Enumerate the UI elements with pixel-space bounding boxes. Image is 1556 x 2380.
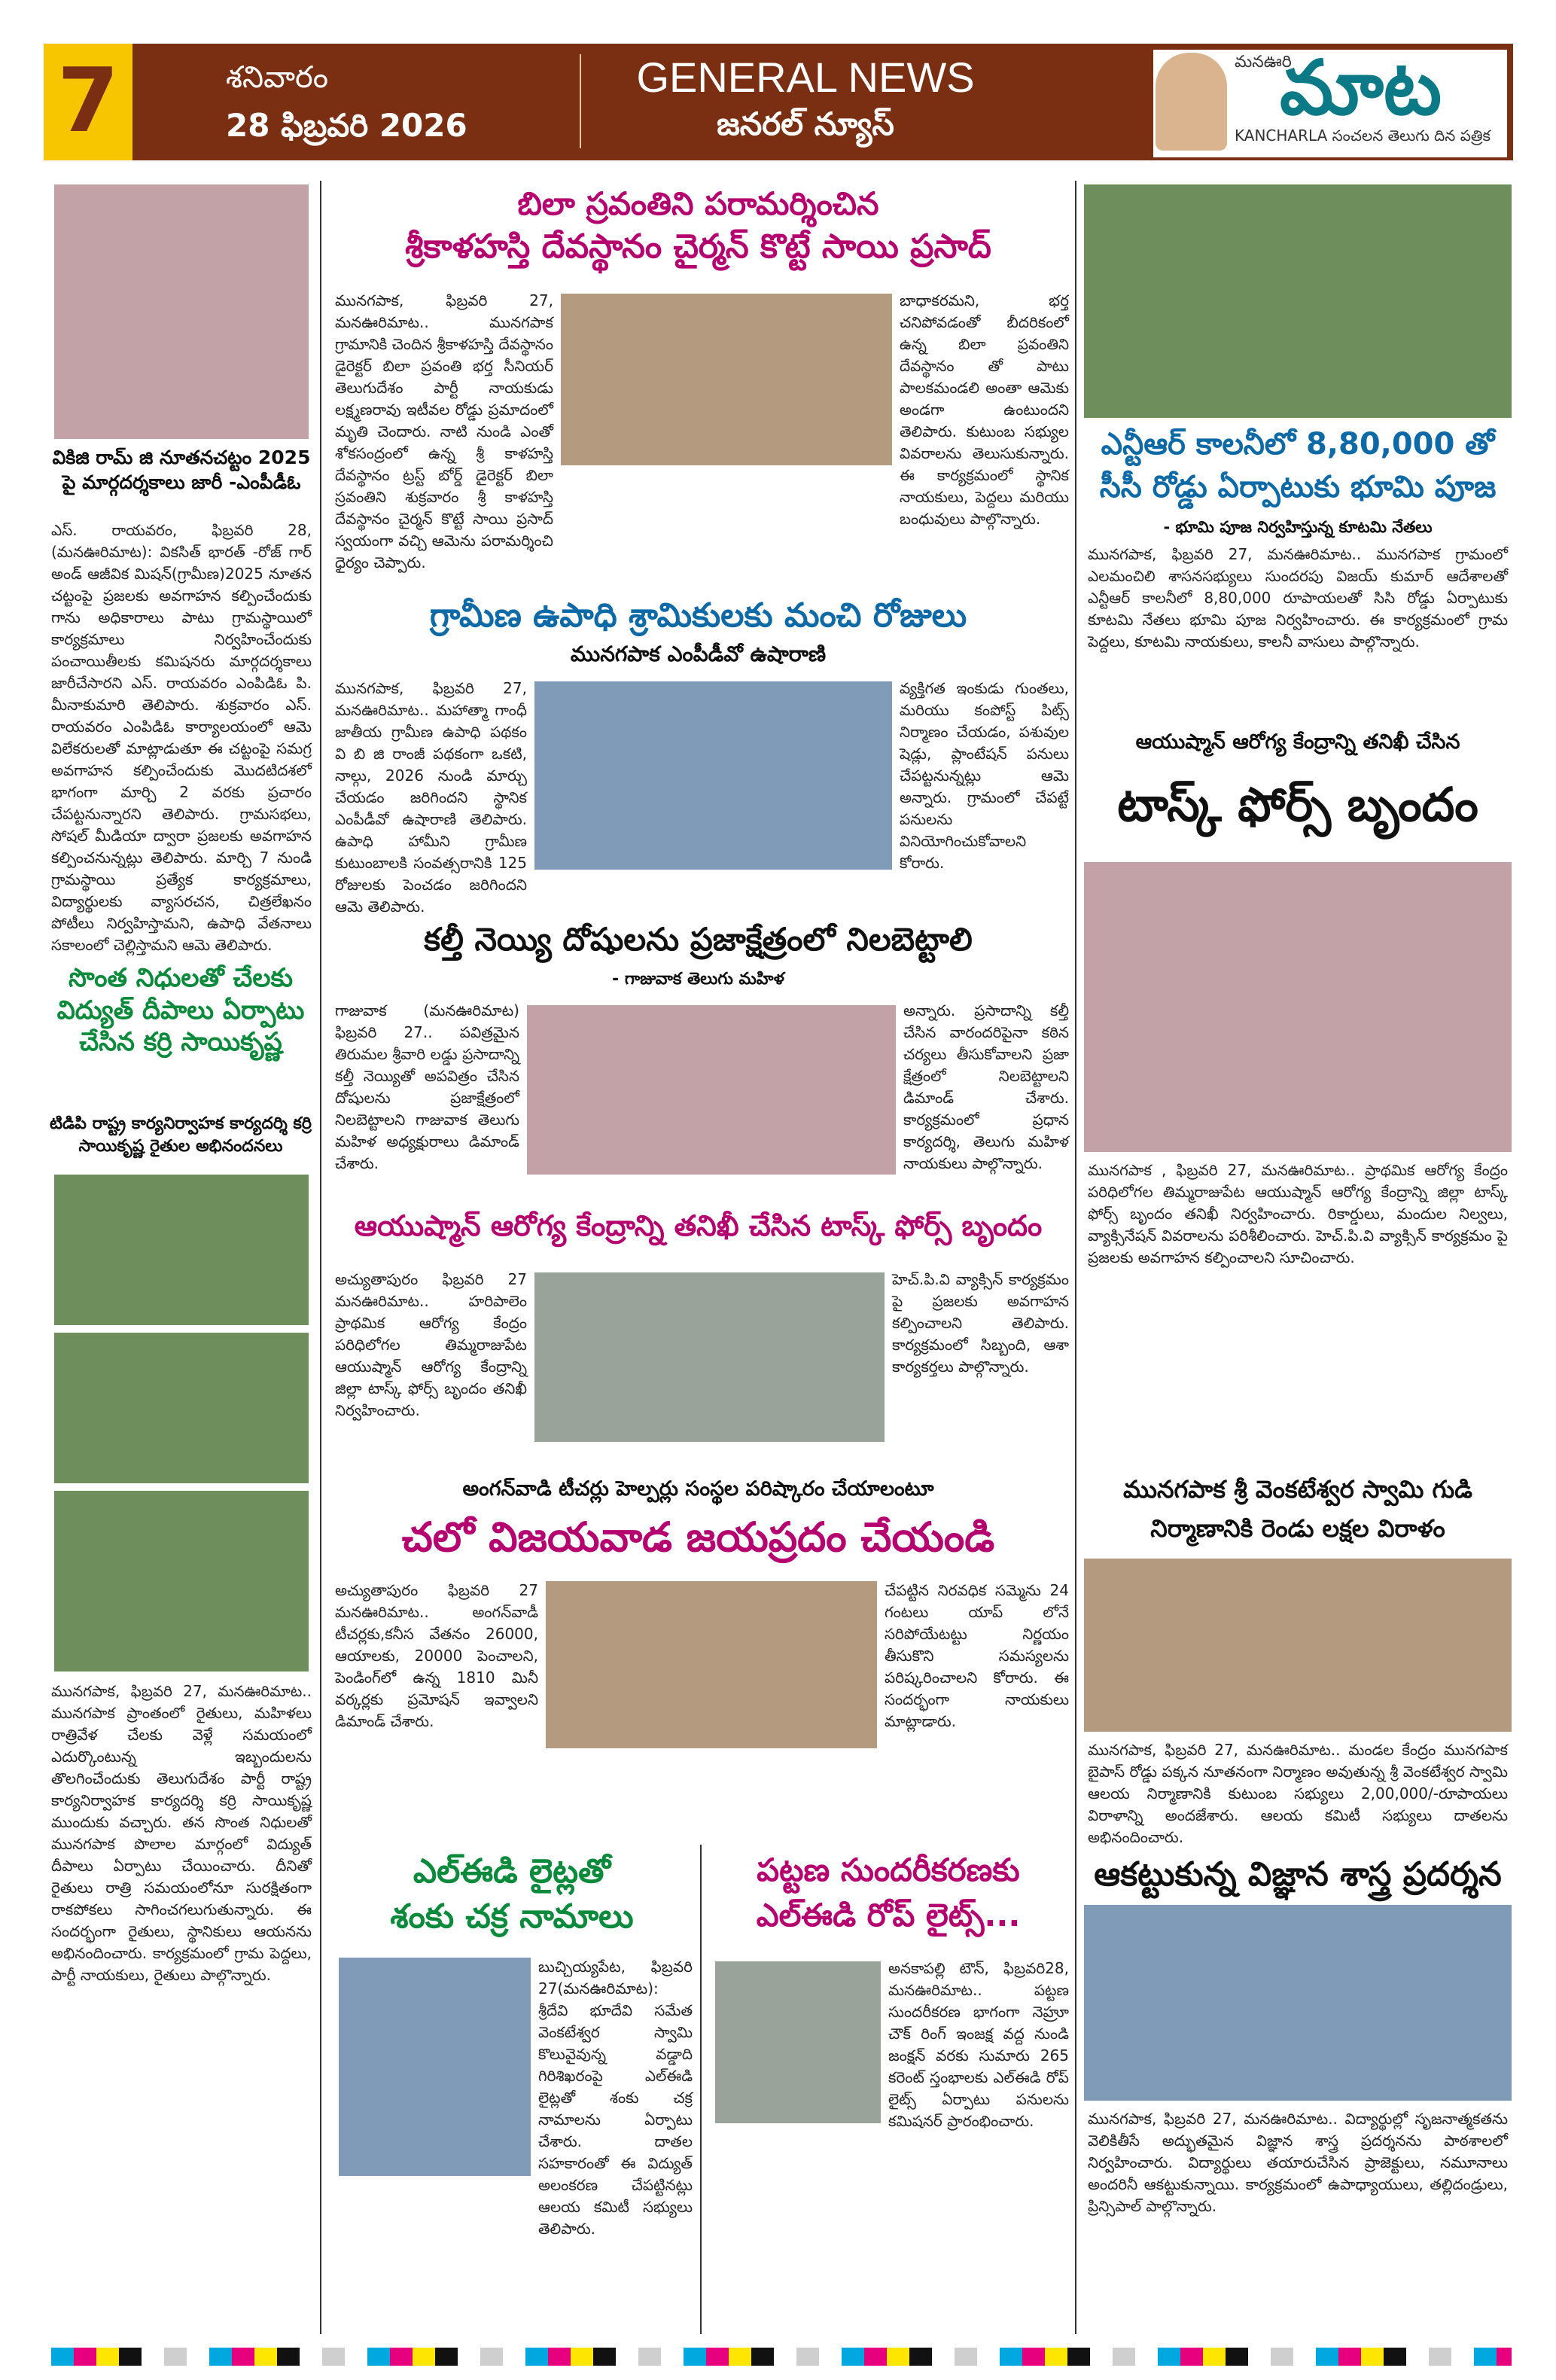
right-story2-body: మునగపాక , ఫిబ్రవరి 27, మనఊరిమాట.. ప్రాథమిక ఆరోగ్య కేంద్రం పరిధిలోగల తిమ్మరాజుపేట ఆయుష్మాన్ ఆరోగ్య కేంద్రాన్ని జిల్లా టాస్క్ ఫోర్స్ బృందం తనిఖీ నిర్వహించారు. రికార్డులు, మందుల నిల్వలు, వ్యాక్సినేషన్ వివరాలను పరిశీలించారు. హెచ్.పి.వి వ్యాక్సిన్ కార్యక్రమం పై ప్రజలకు అవగాహన కల్పించాలని సూచించారు. xyxy=(1088,1161,1508,1266)
right-story3-headline-1: మునగపాక శ్రీ వెంకటేశ్వర స్వామి గుడి xyxy=(1123,1475,1472,1504)
photo-street-lights-1 xyxy=(54,1175,309,1325)
right-story4-body: మునగపాక, ఫిబ్రవరి 27, మనఊరిమాట.. విద్యార్థుల్లో సృజనాత్మకతను వెలికితీసే అద్భుతమైన విజ్ఞాన శాస్త్ర ప్రదర్శనను పాఠశాలలో నిర్వహించారు. విద్యార్థులు తయారుచేసిన ప్రాజెక్టులు, నమూనాలు అందరినీ ఆకట్టుకున్నాయి. కార్యక్రమంలో ఉపాధ్యాయులు, తల్లిదండ్రులు, ప్రిన్సిపాల్ పాల్గొన్నారు. xyxy=(1088,2110,1508,2215)
center-story5-kicker: అంగన్‌వాడి టీచర్లు హెల్పర్లు సంస్థల పరిష్కారం చేయాలంటూ xyxy=(462,1477,934,1501)
center-story7-headline-2: ఎల్ఈడి రోప్ లైట్స్... xyxy=(756,1897,1021,1934)
right-story1-headline-1: ఎన్టీఆర్ కాలనీలో 8,80,000 తో xyxy=(1101,427,1495,462)
center-story3-subhead: - గాజువాక తెలుగు మహిళ xyxy=(612,970,784,989)
photo-rope-lights xyxy=(715,1961,881,2123)
photo-task-force-team xyxy=(534,1272,885,1442)
column-divider-left xyxy=(320,181,321,2334)
logo-tagline: KANCHARLA సంచలన తెలుగు దిన పత్రిక xyxy=(1235,126,1491,145)
masthead-divider xyxy=(580,54,581,148)
center-story4-body-left: అచ్యుతాపురం ఫిబ్రవరి 27 మనఊరిమాట.. హరిపాలెం ప్రాథమిక ఆరోగ్య కేంద్రం పరిధిలోగల తిమ్మరాజుపేట ఆయుష్మాన్ ఆరోగ్య కేంద్రాన్ని జిల్లా టాస్క్ ఫోర్స్ బృందం తనిఖీ నిర్వహించారు. xyxy=(335,1270,527,1419)
photo-street-lights-3 xyxy=(54,1491,309,1671)
center-story5-body-right: చేపట్టిన నిరవధిక సమ్మెను 24 గంటలు యాప్ లోనే సరిపోయేటట్టు నిర్ణయం తీసుకొని సమస్యలను పరిష్కరించాలని కోరారు. ఈ సందర్భంగా నాయకులు మాట్లాడారు. xyxy=(885,1581,1069,1730)
right-story1-body: మునగపాక, ఫిబ్రవరి 27, మనఊరిమాట.. మునగపాక గ్రామంలో ఎలమంచిలి శాసనసభ్యులు సుందరపు విజయ్ కుమార్ ఆదేశాలతో ఎన్టీఆర్ కాలనీలో 8,80,000 రూపాయలతో సిసి రోడ్డు ఏర్పాటుకు కూటమి నేతలు భూమి పూజ నిర్వహించారు. ఈ కార్యక్రమంలో గ్రామ పెద్దలు, కూటమి నాయకులు, కాలనీ వాసులు పాల్గొన్నారు. xyxy=(1088,545,1508,651)
center-bottom-divider xyxy=(700,1845,702,2334)
center-story3-body-left: గాజువాక (మనఊరిమాట) ఫిబ్రవరి 27.. పవిత్రమైన తిరుమల శ్రీవారి లడ్డు ప్రసాదాన్ని కల్తీ నెయ్యితో అపవిత్రం చేసిన దోషులను ప్రజాక్షేత్రంలో నిలబెట్టాలని గాజువాక తెలుగు మహిళ అధ్యక్షురాలు డిమాండ్ చేశారు. xyxy=(335,1001,519,1172)
photo-mpdo-release xyxy=(54,184,309,439)
left-story2-subhead: టిడిపి రాష్ట్ర కార్యనిర్వాహక కార్యదర్శి కర్రి సాయికృష్ణ రైతుల అభినందనలు xyxy=(50,1114,312,1156)
center-story3-headline: కల్తీ నెయ్యి దోషులను ప్రజాక్షేత్రంలో నిలబెట్టాలి xyxy=(424,921,973,958)
photo-telugu-mahila xyxy=(527,1005,896,1175)
center-story1-headline-2: శ్రీకాళహస్తి దేవస్థానం చైర్మన్ కొట్టే సాయి ప్రసాద్ xyxy=(405,227,991,266)
section-title-english: GENERAL NEWS xyxy=(636,53,975,101)
right-story3-headline-2: నిర్మాణానికి రెండు లక్షల విరాళం xyxy=(1150,1514,1445,1543)
center-story1-body-right: బాధాకరమని, భర్త చనిపోవడంతో బీదరికంలో ఉన్న బిలా ప్రవంతిని దేవస్థానం తో పాటు పాలకమండలి అంతా ఆమెకు అండగా ఉంటుందని తెలిపారు. కుటుంబ సభ్యుల వివరాలను తెలుసుకున్నారు. ఈ కార్యక్రమంలో స్థానిక నాయకులు, పెద్దలు మరియు బంధువులు పాల్గొన్నారు. xyxy=(900,291,1069,528)
center-story2-body-right: వ్యక్తిగత ఇంకుడు గుంతలు, మరియు కంపోస్ట్ పిట్స్ నిర్మాణం చేయడం, పశువుల షెడ్లు, ప్లాంటేషన్ పనులు చేపట్టనున్నట్లు ఆమె అన్నారు. గ్రామంలో చేపట్టే పనులను వినియోగించుకోవాలని కోరారు. xyxy=(900,679,1069,872)
photo-science-fair xyxy=(1084,1905,1512,2101)
print-registration-bar xyxy=(51,2348,1512,2366)
left-story2-body: మునగపాక, ఫిబ్రవరి 27, మనఊరిమాట.. మునగపాక ప్రాంతంలో రైతులు, మహిళలు రాత్రివేళ చేలకు వెళ్లే సమయంలో ఎదుర్కొంటున్న ఇబ్బందులను తొలగించేందుకు తెలుగుదేశం పార్టీ రాష్ట్ర కార్యనిర్వాహక కార్యదర్శి కర్రి సాయికృష్ణ ముందుకు వచ్చారు. తన సొంత నిధులతో మునగపాక పొలాల మార్గంలో విద్యుత్ దీపాలు ఏర్పాటు చేయించారు. దీనితో రైతులు రాత్రి సమయంలోనూ సురక్షితంగా రాకపోకలు సాగించగలుగుతున్నారు. ఈ సందర్భంగా రైతులు, స్థానికులు ఆయనను అభినందించారు. కార్యక్రమంలో గ్రామ పెద్దలు, పార్టీ నాయకులు, రైతులు పాల్గొన్నారు. xyxy=(51,1682,312,1984)
logo-small-text: మనఊరి xyxy=(1235,53,1292,72)
right-story3-body: మునగపాక, ఫిబ్రవరి 27, మనఊరిమాట.. మండల కేంద్రం మునగపాక బైపాస్ రోడ్డు పక్కన నూతనంగా నిర్మాణం అవుతున్న శ్రీ వెంకటేశ్వర స్వామి ఆలయ నిర్మాణానికి కుటుంబ సభ్యులు 2,00,000/-రూపాయలు విరాళాన్ని అందజేశారు. ఆలయ కమిటీ సభ్యులు దాతలను అభినందించారు. xyxy=(1088,1741,1508,1846)
right-story2-kicker: ఆయుష్మాన్ ఆరోగ్య కేంద్రాన్ని తనిఖీ చేసిన xyxy=(1135,730,1460,754)
center-story4-headline: ఆయుష్మాన్ ఆరోగ్య కేంద్రాన్ని తనిఖీ చేసిన టాస్క్ ఫోర్స్ బృందం xyxy=(354,1209,1043,1242)
center-story7-body: అనకాపల్లి టౌన్, ఫిబ్రవరి28, మనఊరిమాట.. పట్టణ సుందరీకరణ భాగంగా నెహ్రూ చౌక్ రింగ్ ఇంజక్ష వద్ద నుండి జంక్షన్ వరకు సుమారు 265 కరెంట్ స్తంభాలకు ఎల్ఈడి రోప్ లైట్స్ ఏర్పాటు పనులను కమిషనర్ ప్రారంభించారు. xyxy=(888,1959,1069,2130)
photo-street-lights-2 xyxy=(54,1333,309,1483)
center-story5-body-left: అచ్యుతాపురం ఫిబ్రవరి 27 మనఊరిమాట.. అంగన్‌వాడీ టీచర్లకు,కనీస వేతనం 26000, ఆయాలకు, 20000 పెంచాలని, పెండింగ్‌లో ఉన్న 1810 మినీ వర్కర్లకు ప్రమోషన్ ఇవ్వాలని డిమాండ్ చేశారు. xyxy=(335,1581,538,1730)
photo-chairman-visit xyxy=(561,294,892,465)
photo-anganwadi-protest xyxy=(546,1581,877,1748)
left-story1-body: ఎస్. రాయవరం, ఫిబ్రవరి 28,(మనఊరిమాట): వికసిత్ భారత్ -రోజ్ గార్ అండ్ ఆజీవిక మిషన్(గ్రామీణ)2025 నూతన చట్టంపై ప్రజలకు అవగాహన కల్పించేందుకు గాను అధికారాలు పాటు గ్రామస్థాయిలో కార్యక్రమాలు నిర్వహించేందుకు పంచాయితీలకు కమిషనరు మార్గదర్శకాలు జారీచేసారని ఎస్. రాయవరం ఎంపిడిఓ పి. మీనాకుమారి తెలిపారు. శుక్రవారం ఎస్. రాయవరం ఎంపిడిఓ కార్యాలయంలో ఆమె విలేకరులతో మాట్లాడుతూ ఈ చట్టంపై సమగ్ర అవగాహన కల్పించేందుకు మొదటిదశలో భాగంగా మార్చి 2 వరకు ప్రచారం చేపట్టనున్నారని తెలిపారు. గ్రామసభలు, సోషల్ మీడియా ద్వారా ప్రజలకు అవగాహన కల్పించనున్నట్లు తెలిపారు. మార్చి 7 నుండి గ్రామస్థాయి ప్రత్యేక కార్యక్రమాలు, విద్యార్థులకు వ్యాసరచన, చిత్రలేఖనం పోటీలు నిర్వహిస్తామని, ఉపాధి వేతనాలు సకాలంలో చెల్లిస్తామని ఆమె తెలిపారు. xyxy=(51,521,312,954)
photo-bhoomi-pooja xyxy=(1084,184,1512,418)
center-story6-headline-2: శంకు చక్ర నామాలు xyxy=(390,1897,634,1936)
center-story2-body-left: మునగపాక, ఫిబ్రవరి 27, మనఊరిమాట.. మహాత్మా గాంధీ జాతీయ గ్రామీణ ఉపాధి పథకం వి బి జి రాంజీ పథకంగా ఒకటి, నాల్గు, 2026 నుండి మార్చు చేయడం జరిగిందని స్థానిక ఎంపీడీవో ఉషారాణి తెలిపారు. ఉపాధి హామీని గ్రామీణ కుటుంబాలకి సంవత్సరానికి 125 రోజులకు పెంచడం జరిగిందని ఆమె తెలిపారు. xyxy=(335,679,527,916)
photo-temple-donation xyxy=(1084,1559,1512,1732)
logo-portrait xyxy=(1156,53,1227,151)
right-story1-headline-2: సీసీ రోడ్డు ఏర్పాటుకు భూమి పూజ xyxy=(1099,470,1497,504)
left-story2-headline: సొంత నిధులతో చేలకు విద్యుత్ దీపాలు ఏర్పాటు చేసిన కర్రి సాయికృష్ణ xyxy=(56,963,305,1057)
center-story2-subhead: మునగపాక ఎంపీడీవో ఉషారాణి xyxy=(570,641,827,666)
section-title-telugu: జనరల్ న్యూస్ xyxy=(717,105,894,142)
masthead-day: శనివారం xyxy=(226,60,328,95)
center-story1-headline-1: బిలా స్రవంతిని పరామర్శించిన xyxy=(517,185,879,222)
page-number: 7 xyxy=(44,44,132,160)
photo-health-centre-inspection xyxy=(1084,862,1512,1152)
logo-big-text: మాట xyxy=(1280,44,1442,132)
center-story1-body-left: మునగపాక, ఫిబ్రవరి 27, మనఊరిమాట.. మునగపాక గ్రామానికి చెందిన శ్రీకాళహస్తి దేవస్థానం డైరెక్టర్ బిలా ప్రవంతి భర్త సీనియర్ తెలుగుదేశం పార్టీ నాయకుడు లక్ష్మణరావు ఇటీవల రోడ్డు ప్రమాదంలో మృతి చెందారు. నాటి నుండి ఎంతో శోకసంద్రంలో ఉన్న శ్రీ కాళహస్తి దేవస్థానం ట్రస్ట్ బోర్డ్ డైరెక్టర్ బిలా స్రవంతిని శుక్రవారం శ్రీ కాళహస్తి దేవస్థానం చైర్మన్ కొట్టే సాయి ప్రసాద్ స్వయంగా వచ్చి ఆమెను పరామర్శించి ధైర్యం చెప్పారు. xyxy=(335,291,553,571)
center-story7-headline-1: పట్టణ సుందరీకరణకు xyxy=(757,1851,1020,1888)
center-story3-body-right: అన్నారు. ప్రసాదాన్ని కల్తీ చేసిన వారందరిపైనా కఠిన చర్యలు తీసుకోవాలని ప్రజా క్షేత్రంలో నిలబెట్టాలని డిమాండ్ చేశారు. కార్యక్రమంలో ప్రధాన కార్యదర్శి, తెలుగు మహిళ నాయకులు పాల్గొన్నారు. xyxy=(903,1001,1069,1172)
photo-led-namalu xyxy=(339,1958,531,2176)
center-story4-body-right: హెచ్.పి.వి వ్యాక్సిన్ కార్యక్రమం పై ప్రజలకు అవగాహన కల్పించాలని తెలిపారు. కార్యక్రమంలో సిబ్బంది, ఆశా కార్యకర్తలు పాల్గొన్నారు. xyxy=(892,1270,1069,1376)
center-story2-headline: గ్రామీణ ఉపాధి శ్రామికులకు మంచి రోజులు xyxy=(429,596,967,635)
column-divider-right xyxy=(1075,181,1076,2334)
masthead-date: 28 ఫిబ్రవరి 2026 xyxy=(226,107,467,144)
right-story2-headline: టాస్క్ ఫోర్స్ బృందం xyxy=(1117,777,1478,832)
right-story4-headline: ఆకట్టుకున్న విజ్ఞాన శాస్త్ర ప్రదర్శన xyxy=(1094,1855,1502,1894)
center-story6-body: బుచ్చియ్యపేట, ఫిబ్రవరి 27(మనఊరిమాట): శ్రీదేవి భూదేవి సమేత వెంకటేశ్వర స్వామి కొలువైవున్న వడ్డాది గిరిశిఖరంపై ఎల్ఈడి లైట్లతో శంకు చక్ర నామాలను ఏర్పాటు చేశారు. దాతల సహకారంతో ఈ విద్యుత్ అలంకరణ చేపట్టినట్లు ఆలయ కమిటీ సభ్యులు తెలిపారు. xyxy=(538,1958,693,2238)
left-story1-headline: వికిజి రామ్ జి నూతనచట్టం 2025 పై మార్గదర్శకాలు జారీ -ఎంపీడీఓ xyxy=(52,446,311,493)
center-story5-headline: చలో విజయవాడ జయప్రదం చేయండి xyxy=(401,1513,995,1561)
photo-upadhi-poster xyxy=(534,681,892,870)
right-story1-subhead: - భూమి పూజ నిర్వహిస్తున్న కూటమి నేతలు xyxy=(1163,518,1433,536)
center-story6-headline-1: ఎల్ఈడి లైట్లతో xyxy=(413,1852,611,1891)
